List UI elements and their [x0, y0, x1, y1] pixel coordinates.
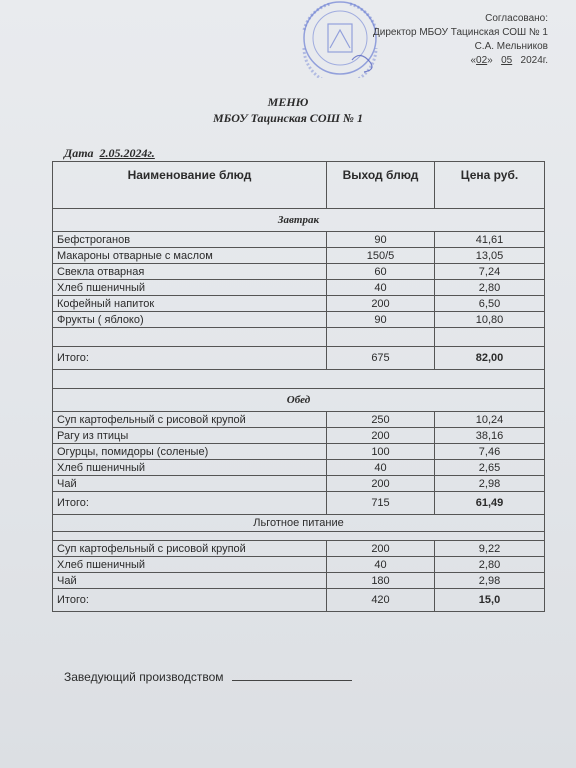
dish-output: 90: [327, 312, 435, 328]
section-title: Обед: [53, 389, 545, 412]
dish-output: 40: [327, 460, 435, 476]
dish-output: 200: [327, 296, 435, 312]
dish-name: Чай: [53, 573, 327, 589]
dish-price: 9,22: [435, 541, 545, 557]
dish-name: Свекла отварная: [53, 264, 327, 280]
dish-price: 38,16: [435, 428, 545, 444]
table-row: [53, 573, 545, 589]
total-output: 715: [327, 492, 435, 515]
table-row: [53, 296, 545, 312]
approval-day: 02: [476, 55, 488, 66]
column-header-dish: Наименование блюд: [53, 162, 327, 209]
table-row: [53, 264, 545, 280]
dish-name: Суп картофельный с рисовой крупой: [53, 412, 327, 428]
dish-output: 60: [327, 264, 435, 280]
dish-name: Рагу из птицы: [53, 428, 327, 444]
dish-name: Кофейный напиток: [53, 296, 327, 312]
dish-price: 2,80: [435, 280, 545, 296]
dish-price: 10,24: [435, 412, 545, 428]
empty-row: [53, 328, 545, 347]
dish-name: Суп картофельный с рисовой крупой: [53, 541, 327, 557]
dish-output: 150/5: [327, 248, 435, 264]
dish-output: 40: [327, 280, 435, 296]
dish-name: Огурцы, помидоры (соленые): [53, 444, 327, 460]
dish-output: 200: [327, 428, 435, 444]
dish-output: 100: [327, 444, 435, 460]
column-header-output: Выход блюд: [327, 162, 435, 209]
dish-name: Чай: [53, 476, 327, 492]
column-header-price: Цена руб.: [435, 162, 545, 209]
dish-name: Хлеб пшеничный: [53, 557, 327, 573]
total-row-lunch: [53, 492, 545, 515]
signature-line: [232, 668, 352, 681]
page-title: МЕНЮ: [267, 95, 309, 109]
table-row: [53, 460, 545, 476]
dish-output: 200: [327, 541, 435, 557]
dish-price: 7,46: [435, 444, 545, 460]
table-row: [53, 312, 545, 328]
dish-output: 250: [327, 412, 435, 428]
dish-name: Макароны отварные с маслом: [53, 248, 327, 264]
dish-price: 41,61: [435, 232, 545, 248]
school-subtitle: МБОУ Тацинская СОШ № 1: [213, 111, 363, 125]
section-title: Завтрак: [53, 209, 545, 232]
table-row: [53, 428, 545, 444]
date-value: 2.05.2024г.: [99, 146, 155, 160]
total-price: 15,0: [435, 589, 545, 612]
dish-name: Бефстроганов: [53, 232, 327, 248]
total-label: Итого:: [53, 492, 327, 515]
dish-price: 13,05: [435, 248, 545, 264]
dish-name: Хлеб пшеничный: [53, 460, 327, 476]
dish-price: 2,65: [435, 460, 545, 476]
approval-date: «02» 05 2024г.: [470, 55, 548, 66]
section-breakfast: [53, 209, 545, 232]
approval-month: 05: [501, 55, 513, 66]
table-row: [53, 248, 545, 264]
date-label: Дата: [64, 146, 94, 160]
table-row: [53, 232, 545, 248]
dish-output: 40: [327, 557, 435, 573]
table-header-row: [53, 162, 545, 209]
approval-year: 2024г.: [520, 55, 548, 66]
table-row: [53, 557, 545, 573]
total-label: Итого:: [53, 347, 327, 370]
dish-price: 6,50: [435, 296, 545, 312]
signature-block: [64, 668, 352, 684]
dish-price: 2,98: [435, 573, 545, 589]
menu-table: [52, 161, 545, 612]
total-output: 675: [327, 347, 435, 370]
empty-row: [53, 370, 545, 389]
total-price: 82,00: [435, 347, 545, 370]
approval-block: [373, 12, 548, 68]
empty-row: [53, 532, 545, 541]
approval-name: С.А. Мельников: [474, 41, 548, 52]
total-output: 420: [327, 589, 435, 612]
dish-output: 180: [327, 573, 435, 589]
total-price: 61,49: [435, 492, 545, 515]
section-title: Льготное питание: [53, 515, 545, 532]
table-row: [53, 444, 545, 460]
dish-price: 10,80: [435, 312, 545, 328]
section-preferential: [53, 515, 545, 532]
section-lunch: [53, 389, 545, 412]
signature-label: Заведующий производством: [64, 670, 224, 684]
table-row: [53, 412, 545, 428]
table-row: [53, 541, 545, 557]
total-row-preferential: [53, 589, 545, 612]
total-label: Итого:: [53, 589, 327, 612]
dish-price: 7,24: [435, 264, 545, 280]
table-row: [53, 476, 545, 492]
dish-output: 90: [327, 232, 435, 248]
approval-director: Директор МБОУ Тацинская СОШ № 1: [372, 27, 548, 38]
dish-output: 200: [327, 476, 435, 492]
approval-heading: Согласовано:: [485, 13, 548, 24]
table-row: [53, 280, 545, 296]
total-row-breakfast: [53, 347, 545, 370]
dish-name: Хлеб пшеничный: [53, 280, 327, 296]
menu-date: [64, 146, 155, 161]
dish-price: 2,80: [435, 557, 545, 573]
dish-name: Фрукты ( яблоко): [53, 312, 327, 328]
dish-price: 2,98: [435, 476, 545, 492]
